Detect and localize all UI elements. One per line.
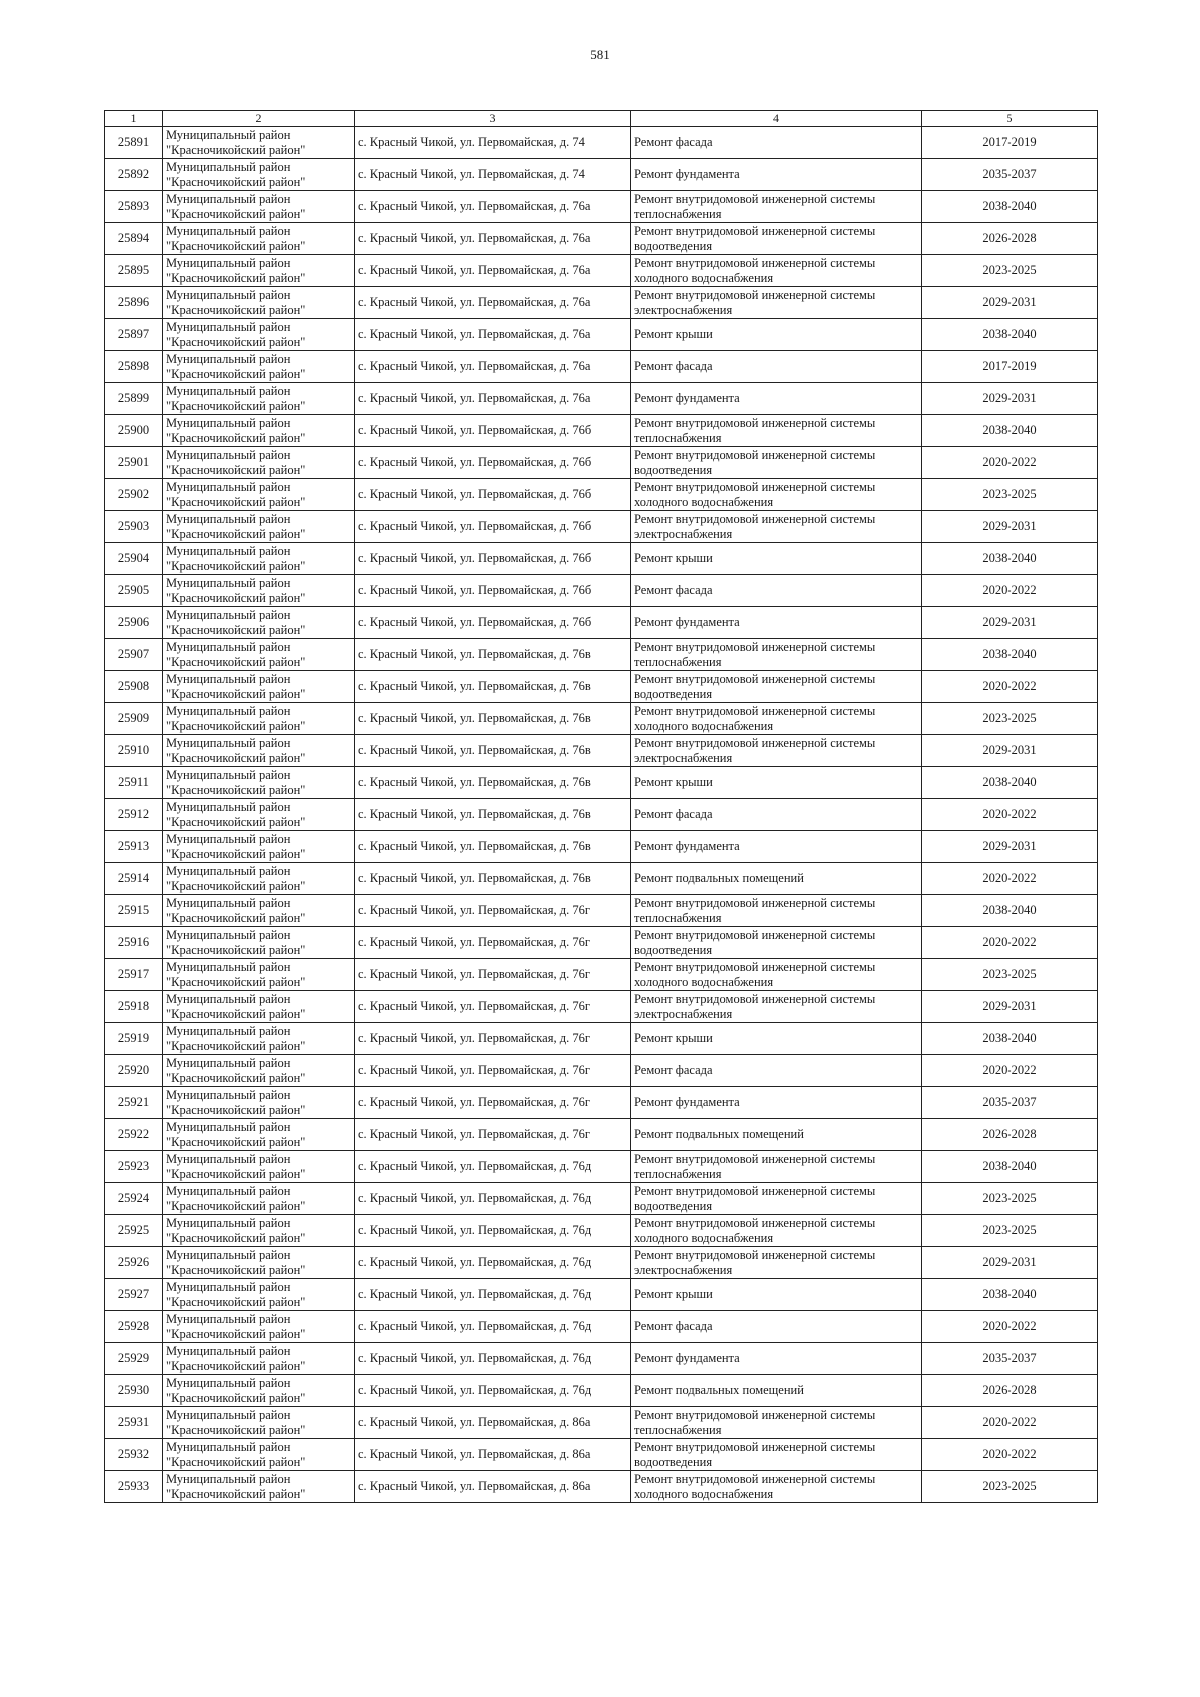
repair-period-cell: 2038-2040	[922, 1279, 1098, 1311]
work-type-cell: Ремонт фасада	[631, 127, 922, 159]
work-type-cell: Ремонт крыши	[631, 319, 922, 351]
municipality-cell: Муниципальный район "Красночикойский район"	[163, 767, 355, 799]
work-type-cell: Ремонт внутридомовой инженерной системы электроснабжения	[631, 287, 922, 319]
address-cell: с. Красный Чикой, ул. Первомайская, д. 76д	[355, 1183, 631, 1215]
work-type-cell: Ремонт внутридомовой инженерной системы водоотведения	[631, 1183, 922, 1215]
municipality-cell: Муниципальный район "Красночикойский район"	[163, 383, 355, 415]
work-type-cell: Ремонт внутридомовой инженерной системы холодного водоснабжения	[631, 479, 922, 511]
table-row	[105, 1215, 1098, 1247]
address-cell: с. Красный Чикой, ул. Первомайская, д. 76г	[355, 991, 631, 1023]
table-row	[105, 895, 1098, 927]
row-number-cell: 25902	[105, 479, 163, 511]
row-number-cell: 25904	[105, 543, 163, 575]
work-type-cell: Ремонт внутридомовой инженерной системы холодного водоснабжения	[631, 1215, 922, 1247]
address-cell: с. Красный Чикой, ул. Первомайская, д. 76г	[355, 895, 631, 927]
municipality-cell: Муниципальный район "Красночикойский район"	[163, 479, 355, 511]
municipality-cell: Муниципальный район "Красночикойский район"	[163, 1407, 355, 1439]
municipality-cell: Муниципальный район "Красночикойский район"	[163, 1151, 355, 1183]
address-cell: с. Красный Чикой, ул. Первомайская, д. 76в	[355, 831, 631, 863]
row-number-cell: 25928	[105, 1311, 163, 1343]
table-row	[105, 767, 1098, 799]
repair-period-cell: 2038-2040	[922, 191, 1098, 223]
municipality-cell: Муниципальный район "Красночикойский район"	[163, 895, 355, 927]
work-type-cell: Ремонт внутридомовой инженерной системы теплоснабжения	[631, 191, 922, 223]
table-row	[105, 159, 1098, 191]
row-number-cell: 25909	[105, 703, 163, 735]
row-number-cell: 25899	[105, 383, 163, 415]
row-number-cell: 25926	[105, 1247, 163, 1279]
header-col-2: 2	[163, 111, 355, 127]
work-type-cell: Ремонт подвальных помещений	[631, 1375, 922, 1407]
row-number-cell: 25933	[105, 1471, 163, 1503]
table-row	[105, 383, 1098, 415]
repair-period-cell: 2020-2022	[922, 671, 1098, 703]
work-type-cell: Ремонт фундамента	[631, 383, 922, 415]
header-row	[105, 111, 1098, 127]
address-cell: с. Красный Чикой, ул. Первомайская, д. 76д	[355, 1247, 631, 1279]
address-cell: с. Красный Чикой, ул. Первомайская, д. 76г	[355, 959, 631, 991]
row-number-cell: 25907	[105, 639, 163, 671]
table-row	[105, 351, 1098, 383]
work-type-cell: Ремонт фундамента	[631, 1087, 922, 1119]
table-row	[105, 1119, 1098, 1151]
address-cell: с. Красный Чикой, ул. Первомайская, д. 76а	[355, 287, 631, 319]
table-row	[105, 639, 1098, 671]
work-type-cell: Ремонт фасада	[631, 351, 922, 383]
municipality-cell: Муниципальный район "Красночикойский район"	[163, 799, 355, 831]
municipality-cell: Муниципальный район "Красночикойский район"	[163, 415, 355, 447]
repair-period-cell: 2029-2031	[922, 511, 1098, 543]
address-cell: с. Красный Чикой, ул. Первомайская, д. 76г	[355, 1087, 631, 1119]
repair-period-cell: 2029-2031	[922, 607, 1098, 639]
table-row	[105, 831, 1098, 863]
repair-period-cell: 2038-2040	[922, 767, 1098, 799]
table-row	[105, 1311, 1098, 1343]
repair-period-cell: 2029-2031	[922, 735, 1098, 767]
municipality-cell: Муниципальный район "Красночикойский район"	[163, 351, 355, 383]
work-type-cell: Ремонт внутридомовой инженерной системы водоотведения	[631, 671, 922, 703]
row-number-cell: 25893	[105, 191, 163, 223]
work-type-cell: Ремонт фасада	[631, 799, 922, 831]
table-body	[105, 127, 1098, 1503]
address-cell: с. Красный Чикой, ул. Первомайская, д. 76а	[355, 255, 631, 287]
row-number-cell: 25913	[105, 831, 163, 863]
repair-period-cell: 2020-2022	[922, 447, 1098, 479]
address-cell: с. Красный Чикой, ул. Первомайская, д. 76в	[355, 799, 631, 831]
table-row	[105, 1183, 1098, 1215]
header-col-1: 1	[105, 111, 163, 127]
row-number-cell: 25905	[105, 575, 163, 607]
repair-period-cell: 2023-2025	[922, 1471, 1098, 1503]
address-cell: с. Красный Чикой, ул. Первомайская, д. 76б	[355, 415, 631, 447]
address-cell: с. Красный Чикой, ул. Первомайская, д. 86а	[355, 1407, 631, 1439]
address-cell: с. Красный Чикой, ул. Первомайская, д. 76д	[355, 1151, 631, 1183]
address-cell: с. Красный Чикой, ул. Первомайская, д. 76г	[355, 1055, 631, 1087]
repair-period-cell: 2020-2022	[922, 799, 1098, 831]
row-number-cell: 25891	[105, 127, 163, 159]
work-type-cell: Ремонт фундамента	[631, 831, 922, 863]
repair-period-cell: 2038-2040	[922, 1151, 1098, 1183]
work-type-cell: Ремонт фундамента	[631, 1343, 922, 1375]
municipality-cell: Муниципальный район "Красночикойский район"	[163, 1055, 355, 1087]
table-row	[105, 1471, 1098, 1503]
repair-period-cell: 2026-2028	[922, 1375, 1098, 1407]
table-row	[105, 287, 1098, 319]
address-cell: с. Красный Чикой, ул. Первомайская, д. 76б	[355, 543, 631, 575]
municipality-cell: Муниципальный район "Красночикойский район"	[163, 735, 355, 767]
repair-period-cell: 2038-2040	[922, 319, 1098, 351]
municipality-cell: Муниципальный район "Красночикойский район"	[163, 1343, 355, 1375]
work-type-cell: Ремонт внутридомовой инженерной системы водоотведения	[631, 927, 922, 959]
municipality-cell: Муниципальный район "Красночикойский район"	[163, 543, 355, 575]
table-row	[105, 799, 1098, 831]
row-number-cell: 25924	[105, 1183, 163, 1215]
municipality-cell: Муниципальный район "Красночикойский район"	[163, 1023, 355, 1055]
work-type-cell: Ремонт фасада	[631, 1055, 922, 1087]
row-number-cell: 25903	[105, 511, 163, 543]
table-row	[105, 1343, 1098, 1375]
address-cell: с. Красный Чикой, ул. Первомайская, д. 86а	[355, 1471, 631, 1503]
row-number-cell: 25916	[105, 927, 163, 959]
work-type-cell: Ремонт внутридомовой инженерной системы теплоснабжения	[631, 1407, 922, 1439]
table-row	[105, 991, 1098, 1023]
address-cell: с. Красный Чикой, ул. Первомайская, д. 76б	[355, 447, 631, 479]
municipality-cell: Муниципальный район "Красночикойский район"	[163, 1215, 355, 1247]
row-number-cell: 25925	[105, 1215, 163, 1247]
work-type-cell: Ремонт внутридомовой инженерной системы теплоснабжения	[631, 415, 922, 447]
table-row	[105, 319, 1098, 351]
repair-period-cell: 2035-2037	[922, 1343, 1098, 1375]
work-type-cell: Ремонт внутридомовой инженерной системы электроснабжения	[631, 1247, 922, 1279]
table-row	[105, 1087, 1098, 1119]
row-number-cell: 25896	[105, 287, 163, 319]
municipality-cell: Муниципальный район "Красночикойский район"	[163, 223, 355, 255]
address-cell: с. Красный Чикой, ул. Первомайская, д. 76а	[355, 191, 631, 223]
row-number-cell: 25906	[105, 607, 163, 639]
repair-period-cell: 2023-2025	[922, 703, 1098, 735]
address-cell: с. Красный Чикой, ул. Первомайская, д. 76б	[355, 575, 631, 607]
work-type-cell: Ремонт фундамента	[631, 159, 922, 191]
address-cell: с. Красный Чикой, ул. Первомайская, д. 76в	[355, 863, 631, 895]
row-number-cell: 25932	[105, 1439, 163, 1471]
repair-period-cell: 2020-2022	[922, 575, 1098, 607]
municipality-cell: Муниципальный район "Красночикойский район"	[163, 511, 355, 543]
repair-period-cell: 2038-2040	[922, 415, 1098, 447]
address-cell: с. Красный Чикой, ул. Первомайская, д. 76в	[355, 671, 631, 703]
header-col-5: 5	[922, 111, 1098, 127]
work-type-cell: Ремонт крыши	[631, 767, 922, 799]
address-cell: с. Красный Чикой, ул. Первомайская, д. 76в	[355, 639, 631, 671]
address-cell: с. Красный Чикой, ул. Первомайская, д. 74	[355, 127, 631, 159]
table-row	[105, 703, 1098, 735]
repair-period-cell: 2038-2040	[922, 1023, 1098, 1055]
municipality-cell: Муниципальный район "Красночикойский район"	[163, 927, 355, 959]
work-type-cell: Ремонт подвальных помещений	[631, 1119, 922, 1151]
repair-period-cell: 2026-2028	[922, 1119, 1098, 1151]
row-number-cell: 25914	[105, 863, 163, 895]
repair-period-cell: 2017-2019	[922, 127, 1098, 159]
municipality-cell: Муниципальный район "Красночикойский район"	[163, 1439, 355, 1471]
municipality-cell: Муниципальный район "Красночикойский район"	[163, 191, 355, 223]
table-row	[105, 735, 1098, 767]
municipality-cell: Муниципальный район "Красночикойский район"	[163, 127, 355, 159]
address-cell: с. Красный Чикой, ул. Первомайская, д. 76д	[355, 1215, 631, 1247]
repair-period-cell: 2023-2025	[922, 1215, 1098, 1247]
table-row	[105, 927, 1098, 959]
work-type-cell: Ремонт внутридомовой инженерной системы холодного водоснабжения	[631, 255, 922, 287]
repair-period-cell: 2038-2040	[922, 543, 1098, 575]
work-type-cell: Ремонт подвальных помещений	[631, 863, 922, 895]
repair-period-cell: 2023-2025	[922, 255, 1098, 287]
municipality-cell: Муниципальный район "Красночикойский район"	[163, 671, 355, 703]
municipality-cell: Муниципальный район "Красночикойский район"	[163, 575, 355, 607]
work-type-cell: Ремонт внутридомовой инженерной системы водоотведения	[631, 447, 922, 479]
work-type-cell: Ремонт внутридомовой инженерной системы холодного водоснабжения	[631, 1471, 922, 1503]
repair-period-cell: 2035-2037	[922, 159, 1098, 191]
row-number-cell: 25901	[105, 447, 163, 479]
row-number-cell: 25920	[105, 1055, 163, 1087]
municipality-cell: Муниципальный район "Красночикойский район"	[163, 255, 355, 287]
repair-period-cell: 2029-2031	[922, 991, 1098, 1023]
work-type-cell: Ремонт внутридомовой инженерной системы теплоснабжения	[631, 639, 922, 671]
municipality-cell: Муниципальный район "Красночикойский район"	[163, 447, 355, 479]
work-type-cell: Ремонт фасада	[631, 575, 922, 607]
row-number-cell: 25927	[105, 1279, 163, 1311]
row-number-cell: 25919	[105, 1023, 163, 1055]
address-cell: с. Красный Чикой, ул. Первомайская, д. 76б	[355, 511, 631, 543]
work-type-cell: Ремонт крыши	[631, 543, 922, 575]
table-row	[105, 447, 1098, 479]
repair-period-cell: 2029-2031	[922, 287, 1098, 319]
address-cell: с. Красный Чикой, ул. Первомайская, д. 76в	[355, 703, 631, 735]
work-type-cell: Ремонт внутридомовой инженерной системы водоотведения	[631, 1439, 922, 1471]
table-row	[105, 511, 1098, 543]
row-number-cell: 25915	[105, 895, 163, 927]
municipality-cell: Муниципальный район "Красночикойский район"	[163, 319, 355, 351]
repair-period-cell: 2035-2037	[922, 1087, 1098, 1119]
row-number-cell: 25923	[105, 1151, 163, 1183]
municipality-cell: Муниципальный район "Красночикойский район"	[163, 1119, 355, 1151]
repair-period-cell: 2020-2022	[922, 863, 1098, 895]
municipality-cell: Муниципальный район "Красночикойский район"	[163, 1247, 355, 1279]
table-row	[105, 223, 1098, 255]
row-number-cell: 25929	[105, 1343, 163, 1375]
address-cell: с. Красный Чикой, ул. Первомайская, д. 76б	[355, 607, 631, 639]
address-cell: с. Красный Чикой, ул. Первомайская, д. 76а	[355, 223, 631, 255]
address-cell: с. Красный Чикой, ул. Первомайская, д. 76г	[355, 1119, 631, 1151]
municipality-cell: Муниципальный район "Красночикойский район"	[163, 1087, 355, 1119]
work-type-cell: Ремонт фасада	[631, 1311, 922, 1343]
repair-period-cell: 2020-2022	[922, 927, 1098, 959]
row-number-cell: 25898	[105, 351, 163, 383]
municipality-cell: Муниципальный район "Красночикойский район"	[163, 1375, 355, 1407]
repair-schedule-table	[104, 110, 1098, 1503]
repair-period-cell: 2029-2031	[922, 831, 1098, 863]
address-cell: с. Красный Чикой, ул. Первомайская, д. 76д	[355, 1279, 631, 1311]
table-row	[105, 1279, 1098, 1311]
address-cell: с. Красный Чикой, ул. Первомайская, д. 76д	[355, 1375, 631, 1407]
address-cell: с. Красный Чикой, ул. Первомайская, д. 76д	[355, 1311, 631, 1343]
row-number-cell: 25912	[105, 799, 163, 831]
work-type-cell: Ремонт внутридомовой инженерной системы электроснабжения	[631, 735, 922, 767]
address-cell: с. Красный Чикой, ул. Первомайская, д. 76г	[355, 927, 631, 959]
row-number-cell: 25897	[105, 319, 163, 351]
municipality-cell: Муниципальный район "Красночикойский район"	[163, 991, 355, 1023]
table-row	[105, 127, 1098, 159]
table-row	[105, 415, 1098, 447]
header-col-4: 4	[631, 111, 922, 127]
address-cell: с. Красный Чикой, ул. Первомайская, д. 76а	[355, 351, 631, 383]
table-row	[105, 1151, 1098, 1183]
municipality-cell: Муниципальный район "Красночикойский район"	[163, 831, 355, 863]
work-type-cell: Ремонт крыши	[631, 1279, 922, 1311]
row-number-cell: 25908	[105, 671, 163, 703]
repair-period-cell: 2038-2040	[922, 639, 1098, 671]
work-type-cell: Ремонт крыши	[631, 1023, 922, 1055]
table-row	[105, 671, 1098, 703]
row-number-cell: 25900	[105, 415, 163, 447]
repair-period-cell: 2017-2019	[922, 351, 1098, 383]
work-type-cell: Ремонт внутридомовой инженерной системы электроснабжения	[631, 511, 922, 543]
address-cell: с. Красный Чикой, ул. Первомайская, д. 76а	[355, 383, 631, 415]
municipality-cell: Муниципальный район "Красночикойский район"	[163, 1311, 355, 1343]
row-number-cell: 25911	[105, 767, 163, 799]
row-number-cell: 25931	[105, 1407, 163, 1439]
table-row	[105, 863, 1098, 895]
row-number-cell: 25930	[105, 1375, 163, 1407]
table-row	[105, 255, 1098, 287]
repair-period-cell: 2026-2028	[922, 223, 1098, 255]
repair-period-cell: 2020-2022	[922, 1439, 1098, 1471]
repair-period-cell: 2020-2022	[922, 1055, 1098, 1087]
table-row	[105, 1055, 1098, 1087]
municipality-cell: Муниципальный район "Красночикойский район"	[163, 1183, 355, 1215]
row-number-cell: 25917	[105, 959, 163, 991]
repair-period-cell: 2020-2022	[922, 1407, 1098, 1439]
repair-period-cell: 2023-2025	[922, 479, 1098, 511]
municipality-cell: Муниципальный район "Красночикойский район"	[163, 639, 355, 671]
row-number-cell: 25892	[105, 159, 163, 191]
address-cell: с. Красный Чикой, ул. Первомайская, д. 76в	[355, 767, 631, 799]
repair-period-cell: 2038-2040	[922, 895, 1098, 927]
address-cell: с. Красный Чикой, ул. Первомайская, д. 76а	[355, 319, 631, 351]
municipality-cell: Муниципальный район "Красночикойский район"	[163, 1279, 355, 1311]
row-number-cell: 25910	[105, 735, 163, 767]
work-type-cell: Ремонт внутридомовой инженерной системы электроснабжения	[631, 991, 922, 1023]
address-cell: с. Красный Чикой, ул. Первомайская, д. 76г	[355, 1023, 631, 1055]
page-number: 581	[590, 47, 610, 62]
repair-period-cell: 2029-2031	[922, 1247, 1098, 1279]
row-number-cell: 25894	[105, 223, 163, 255]
municipality-cell: Муниципальный район "Красночикойский район"	[163, 1471, 355, 1503]
address-cell: с. Красный Чикой, ул. Первомайская, д. 76в	[355, 735, 631, 767]
table-row	[105, 959, 1098, 991]
address-cell: с. Красный Чикой, ул. Первомайская, д. 74	[355, 159, 631, 191]
work-type-cell: Ремонт внутридомовой инженерной системы теплоснабжения	[631, 895, 922, 927]
table-row	[105, 1023, 1098, 1055]
row-number-cell: 25922	[105, 1119, 163, 1151]
row-number-cell: 25895	[105, 255, 163, 287]
repair-period-cell: 2023-2025	[922, 959, 1098, 991]
row-number-cell: 25918	[105, 991, 163, 1023]
table-row	[105, 1375, 1098, 1407]
municipality-cell: Муниципальный район "Красночикойский район"	[163, 703, 355, 735]
address-cell: с. Красный Чикой, ул. Первомайская, д. 76б	[355, 479, 631, 511]
table-row	[105, 1407, 1098, 1439]
municipality-cell: Муниципальный район "Красночикойский район"	[163, 287, 355, 319]
work-type-cell: Ремонт внутридомовой инженерной системы теплоснабжения	[631, 1151, 922, 1183]
municipality-cell: Муниципальный район "Красночикойский район"	[163, 863, 355, 895]
table-row	[105, 191, 1098, 223]
table-row	[105, 575, 1098, 607]
table-row	[105, 543, 1098, 575]
work-type-cell: Ремонт внутридомовой инженерной системы холодного водоснабжения	[631, 703, 922, 735]
header-col-3: 3	[355, 111, 631, 127]
repair-period-cell: 2020-2022	[922, 1311, 1098, 1343]
municipality-cell: Муниципальный район "Красночикойский район"	[163, 959, 355, 991]
table-row	[105, 1247, 1098, 1279]
work-type-cell: Ремонт внутридомовой инженерной системы водоотведения	[631, 223, 922, 255]
repair-period-cell: 2029-2031	[922, 383, 1098, 415]
work-type-cell: Ремонт внутридомовой инженерной системы холодного водоснабжения	[631, 959, 922, 991]
repair-period-cell: 2023-2025	[922, 1183, 1098, 1215]
address-cell: с. Красный Чикой, ул. Первомайская, д. 86а	[355, 1439, 631, 1471]
table-row	[105, 607, 1098, 639]
row-number-cell: 25921	[105, 1087, 163, 1119]
table-row	[105, 479, 1098, 511]
work-type-cell: Ремонт фундамента	[631, 607, 922, 639]
table-row	[105, 1439, 1098, 1471]
address-cell: с. Красный Чикой, ул. Первомайская, д. 76д	[355, 1343, 631, 1375]
municipality-cell: Муниципальный район "Красночикойский район"	[163, 607, 355, 639]
municipality-cell: Муниципальный район "Красночикойский район"	[163, 159, 355, 191]
